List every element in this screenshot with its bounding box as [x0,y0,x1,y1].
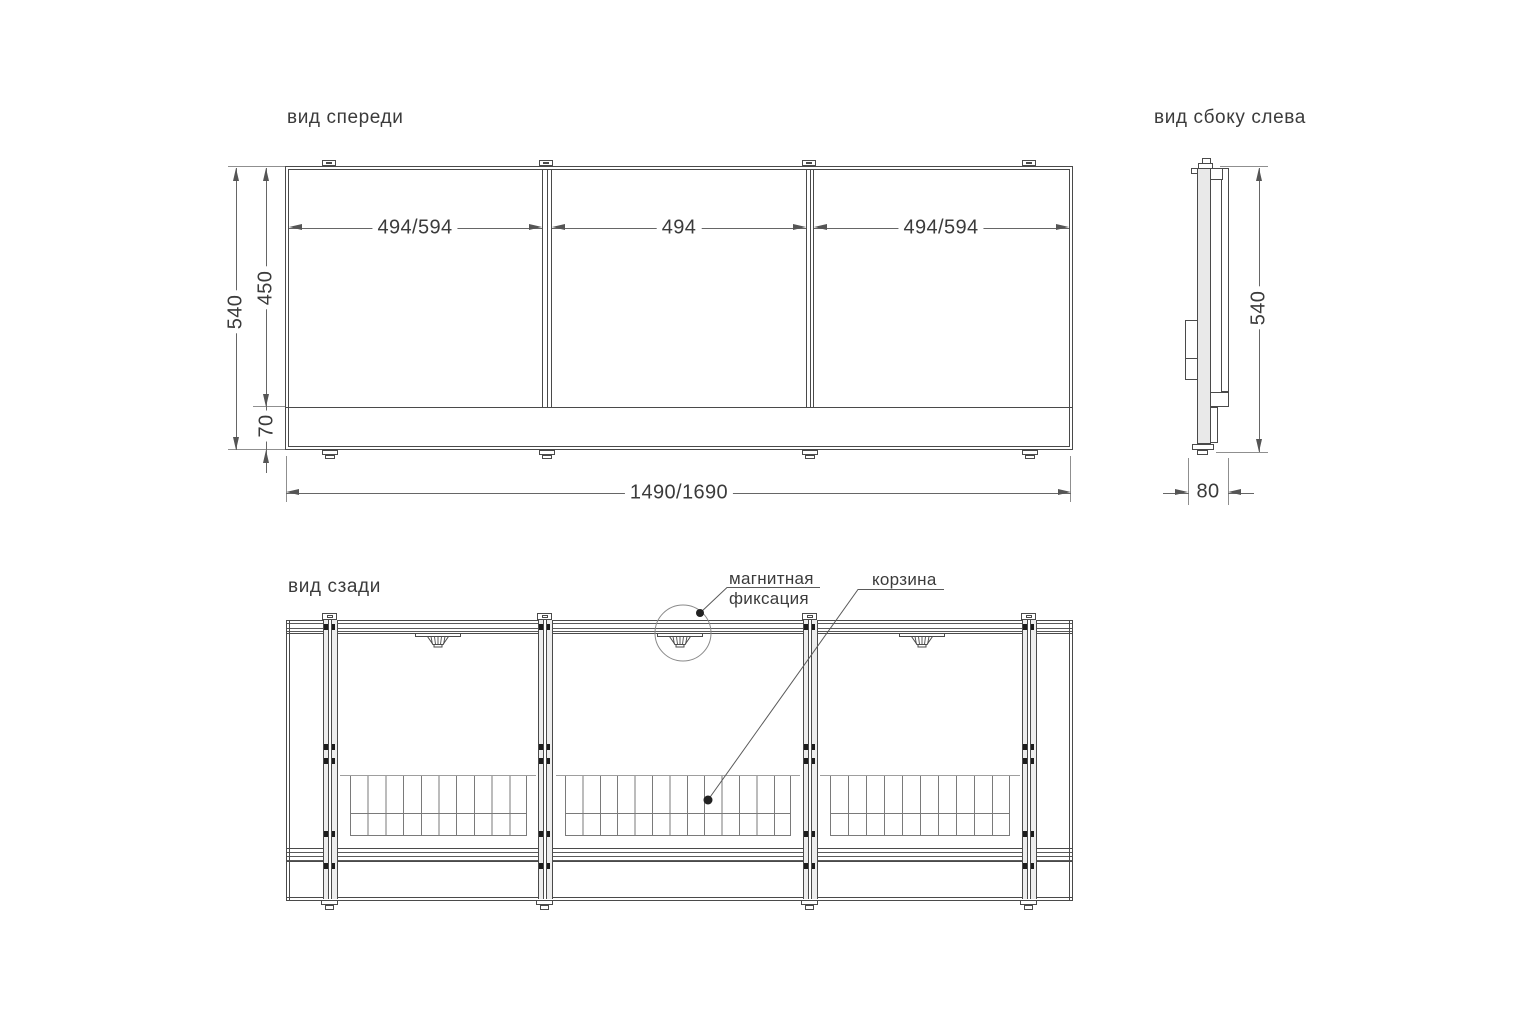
connector-bolt [804,831,808,837]
post-foot-bolt [805,905,814,910]
post-cap [322,613,337,620]
post-cap-bolt [327,615,333,618]
connector-bolt [324,863,328,869]
connector-bolt [1023,758,1027,764]
rail-line [286,860,1073,861]
connector-bolt [332,624,336,630]
connector-bolt [1031,863,1035,869]
front-view-title: вид спереди [287,107,404,128]
connector-bolt [332,831,336,837]
connector-bolt [539,624,543,630]
basket-divider-line [351,813,526,814]
post-cap [1021,613,1036,620]
connector-bolt [547,624,551,630]
back-lower-rail [286,848,1073,862]
dim-front-section-middle: 494 [657,217,702,240]
connector-bolt [804,863,808,869]
rail-line [286,852,1073,853]
connector-bolt [1023,624,1027,630]
connector-bolt [332,744,336,750]
callout-basket: корзина [872,570,937,589]
dim-front-total-height: 540 [225,291,248,334]
connector-bolt [324,831,328,837]
dim-front-total-width: 1490/1690 [625,482,733,505]
rail-line [286,856,1073,857]
connector-bolt [1031,758,1035,764]
post-cap-bolt [542,615,548,618]
connector-bolt [812,863,816,869]
back-bottom-edge [286,897,1073,901]
connector-bolt [1023,831,1027,837]
connector-bolt [539,744,543,750]
connector-bolt [547,744,551,750]
back-view-title: вид сзади [288,576,381,597]
back-left-edge [286,620,290,901]
connector-bolt [1031,831,1035,837]
connector-bolt [547,863,551,869]
side-view-title: вид сбоку слева [1154,107,1306,128]
connector-bolt [1023,744,1027,750]
connector-bolt [547,758,551,764]
connector-bolt [812,831,816,837]
callout-magnet-line1: магнитная [729,569,814,588]
connector-bolt [539,863,543,869]
connector-bolt [332,863,336,869]
basket-leader-dot [704,796,713,805]
magnet-clip-icon [415,633,461,648]
post-foot-bolt [325,905,334,910]
callout-magnet-line2: фиксация [729,589,809,608]
connector-bolt [547,831,551,837]
connector-bolt [324,624,328,630]
dim-front-base-height: 70 [256,410,279,441]
post-foot-bolt [1024,905,1033,910]
magnet-leader-dot [696,609,704,617]
connector-bolt [539,831,543,837]
connector-bolt [1031,744,1035,750]
dim-front-section-left: 494/594 [372,217,457,240]
connector-bolt [539,758,543,764]
basket-slats [350,776,527,836]
dim-front-section-right: 494/594 [898,217,983,240]
dim-side-depth: 80 [1196,480,1220,503]
connector-bolt [324,758,328,764]
dim-side-total-height: 540 [1248,287,1271,330]
back-right-edge [1069,620,1073,901]
post-cap [537,613,552,620]
connector-bolt [1031,624,1035,630]
basket-leader-line [708,590,944,801]
post-cap-bolt [1026,615,1032,618]
connector-bolt [1023,863,1027,869]
post-foot-bolt [540,905,549,910]
dim-front-glass-height: 450 [255,267,278,310]
connector-bolt [332,758,336,764]
connector-bolt [324,744,328,750]
